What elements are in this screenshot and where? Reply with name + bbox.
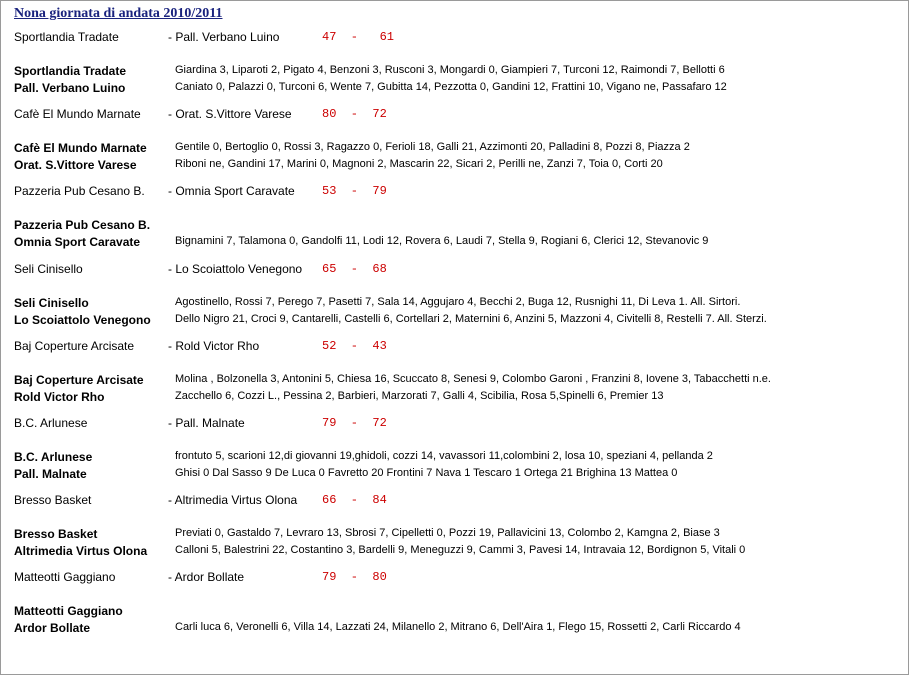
boxscore-home-team: Bresso Basket (14, 527, 98, 542)
match-row (0, 184, 905, 201)
boxscore-home-players: Molina , Bolzonella 3, Antonini 5, Chiesa 16, Scuccato 8, Senesi 9, Colombo Garoni , Franzini 8, Iovene 3, Tabacchetti n.e. (175, 372, 771, 385)
boxscore-away-players: Zacchello 6, Cozzi L., Pessina 2, Barbieri, Marzorati 7, Galli 4, Scibilia, Rosa 5,Spinelli 6, Premier 13 (175, 389, 664, 402)
home-team-name: Sportlandia Tradate (14, 30, 119, 44)
home-boxscore-row (0, 604, 905, 621)
away-team-name: - Orat. S.Vittore Varese (168, 107, 292, 122)
match-score: 79 - 80 (322, 570, 387, 585)
home-boxscore-row (0, 141, 905, 158)
home-boxscore-row (0, 218, 905, 235)
page-title: Nona giornata di andata 2010/2011 (14, 6, 223, 21)
boxscore-home-team: Baj Coperture Arcisate (14, 372, 144, 387)
match-row (0, 416, 905, 433)
home-boxscore-row (0, 296, 905, 313)
boxscore-away-team: Altrimedia Virtus Olona (14, 544, 148, 559)
match-row (0, 107, 905, 124)
home-team-name: Matteotti Gaggiano (14, 570, 116, 585)
boxscore-home-players: Giardina 3, Liparoti 2, Pigato 4, Benzoni 3, Rusconi 3, Mongardi 0, Giampieri 7, Turconi 12, Raimondi 7, Bellotti 6 (175, 64, 725, 76)
boxscore-away-team: Orat. S.Vittore Varese (14, 158, 137, 173)
match-row (0, 339, 905, 356)
away-boxscore-row (0, 621, 905, 638)
away-team-name: - Ardor Bollate (168, 570, 245, 585)
match-score: 65 - 68 (322, 261, 387, 276)
boxscore-home-team: Sportlandia Tradate (14, 64, 127, 78)
away-boxscore-row (0, 235, 905, 252)
boxscore-away-players: Ghisi 0 Dal Sasso 9 De Luca 0 Favretto 20 Frontini 7 Nava 1 Tescaro 1 Ortega 21 Brighina 13 Mattea 0 (175, 467, 678, 479)
match-score: 47 - 61 (322, 30, 395, 44)
boxscore-away-team: Ardor Bollate (14, 621, 91, 636)
boxscore-away-players: Calloni 5, Balestrini 22, Costantino 3, Bardelli 9, Meneguzzi 9, Cammi 3, Pavesi 14, Intravaia 12, Bordignon 5, Vitali 0 (175, 544, 746, 557)
boxscore-away-players: Caniato 0, Palazzi 0, Turconi 6, Wente 7, Gubitta 14, Pezzotta 0, Gandini 12, Frattini 10, Vigano ne, Passafaro 12 (175, 81, 727, 93)
away-boxscore-row (0, 158, 905, 175)
home-boxscore-row (0, 64, 905, 81)
match-score: 79 - 72 (322, 416, 387, 430)
home-boxscore-row (0, 373, 905, 390)
home-team-name: Cafè El Mundo Marnate (14, 107, 141, 122)
match-score: 66 - 84 (322, 493, 387, 508)
home-team-name: Pazzeria Pub Cesano B. (14, 184, 145, 199)
boxscore-away-players: Bignamini 7, Talamona 0, Gandolfi 11, Lodi 12, Rovera 6, Laudi 7, Stella 9, Rogiani 6, Clerici 12, Stevanovic 9 (175, 235, 709, 248)
boxscore-away-team: Pall. Verbano Luino (14, 81, 126, 95)
match-row (0, 30, 905, 47)
away-boxscore-row (0, 390, 905, 407)
boxscore-away-team: Pall. Malnate (14, 467, 87, 481)
boxscore-home-team: Pazzeria Pub Cesano B. (14, 218, 151, 233)
away-team-name: - Pall. Verbano Luino (168, 30, 280, 44)
away-team-name: - Altrimedia Virtus Olona (168, 493, 298, 508)
home-team-name: Bresso Basket (14, 493, 92, 508)
boxscore-home-players: Agostinello, Rossi 7, Perego 7, Pasetti 7, Sala 14, Aggujaro 4, Becchi 2, Buga 12, Rusnighi 11, Di Leva 1. All. Sirtori. (175, 295, 741, 308)
boxscore-away-team: Lo Scoiattolo Venegono (14, 312, 151, 327)
away-boxscore-row (0, 544, 905, 561)
boxscore-home-players: Previati 0, Gastaldo 7, Levraro 13, Sbrosi 7, Cipelletti 0, Pozzi 19, Pallavicini 13, Colombo 2, Kamgna 2, Biase 3 (175, 527, 720, 540)
boxscore-away-team: Omnia Sport Caravate (14, 235, 141, 250)
home-team-name: B.C. Arlunese (14, 416, 88, 430)
boxscore-home-team: Cafè El Mundo Marnate (14, 141, 147, 156)
away-team-name: - Rold Victor Rho (168, 338, 260, 353)
away-boxscore-row (0, 81, 905, 98)
home-boxscore-row (0, 450, 905, 467)
boxscore-away-players: Carli luca 6, Veronelli 6, Villa 14, Lazzati 24, Milanello 2, Mitrano 6, Dell'Aira 1, Flego 15, Rossetti 2, Carli Riccardo 4 (175, 621, 741, 634)
away-team-name: - Lo Scoiattolo Venegono (168, 261, 303, 276)
boxscore-home-team: Matteotti Gaggiano (14, 604, 123, 619)
away-boxscore-row (0, 467, 905, 484)
home-team-name: Baj Coperture Arcisate (14, 338, 135, 353)
match-score: 80 - 72 (322, 107, 387, 122)
away-team-name: - Omnia Sport Caravate (168, 184, 295, 199)
boxscore-home-players: frontuto 5, scarioni 12,di giovanni 19,ghidoli, cozzi 14, vavassori 11,colombini 2, losa 10, speziani 4, pellanda 2 (175, 450, 713, 462)
match-row (0, 493, 905, 510)
match-row (0, 262, 905, 279)
away-team-name: - Pall. Malnate (168, 416, 245, 430)
boxscore-away-players: Riboni ne, Gandini 17, Marini 0, Magnoni 2, Mascarin 22, Sicari 2, Perilli ne, Zanzi 7, Toia 0, Corti 20 (175, 158, 663, 171)
match-row (0, 570, 905, 587)
boxscore-away-players: Dello Nigro 21, Croci 9, Cantarelli, Castelli 6, Cortellari 2, Maternini 6, Anzini 5, Mazzoni 4, Civitelli 8, Restelli 7. All. Sterzi. (175, 312, 767, 325)
boxscore-home-team: Seli Cinisello (14, 295, 89, 310)
boxscore-home-players: Gentile 0, Bertoglio 0, Rossi 3, Ragazzo 0, Ferioli 18, Galli 21, Azzimonti 20, Palladini 8, Pozzi 8, Piazza 2 (175, 141, 690, 154)
home-team-name: Seli Cinisello (14, 261, 83, 276)
boxscore-away-team: Rold Victor Rho (14, 389, 105, 404)
away-boxscore-row (0, 313, 905, 330)
match-score: 53 - 79 (322, 184, 387, 199)
match-score: 52 - 43 (322, 338, 387, 353)
home-boxscore-row (0, 527, 905, 544)
boxscore-home-team: B.C. Arlunese (14, 450, 93, 464)
